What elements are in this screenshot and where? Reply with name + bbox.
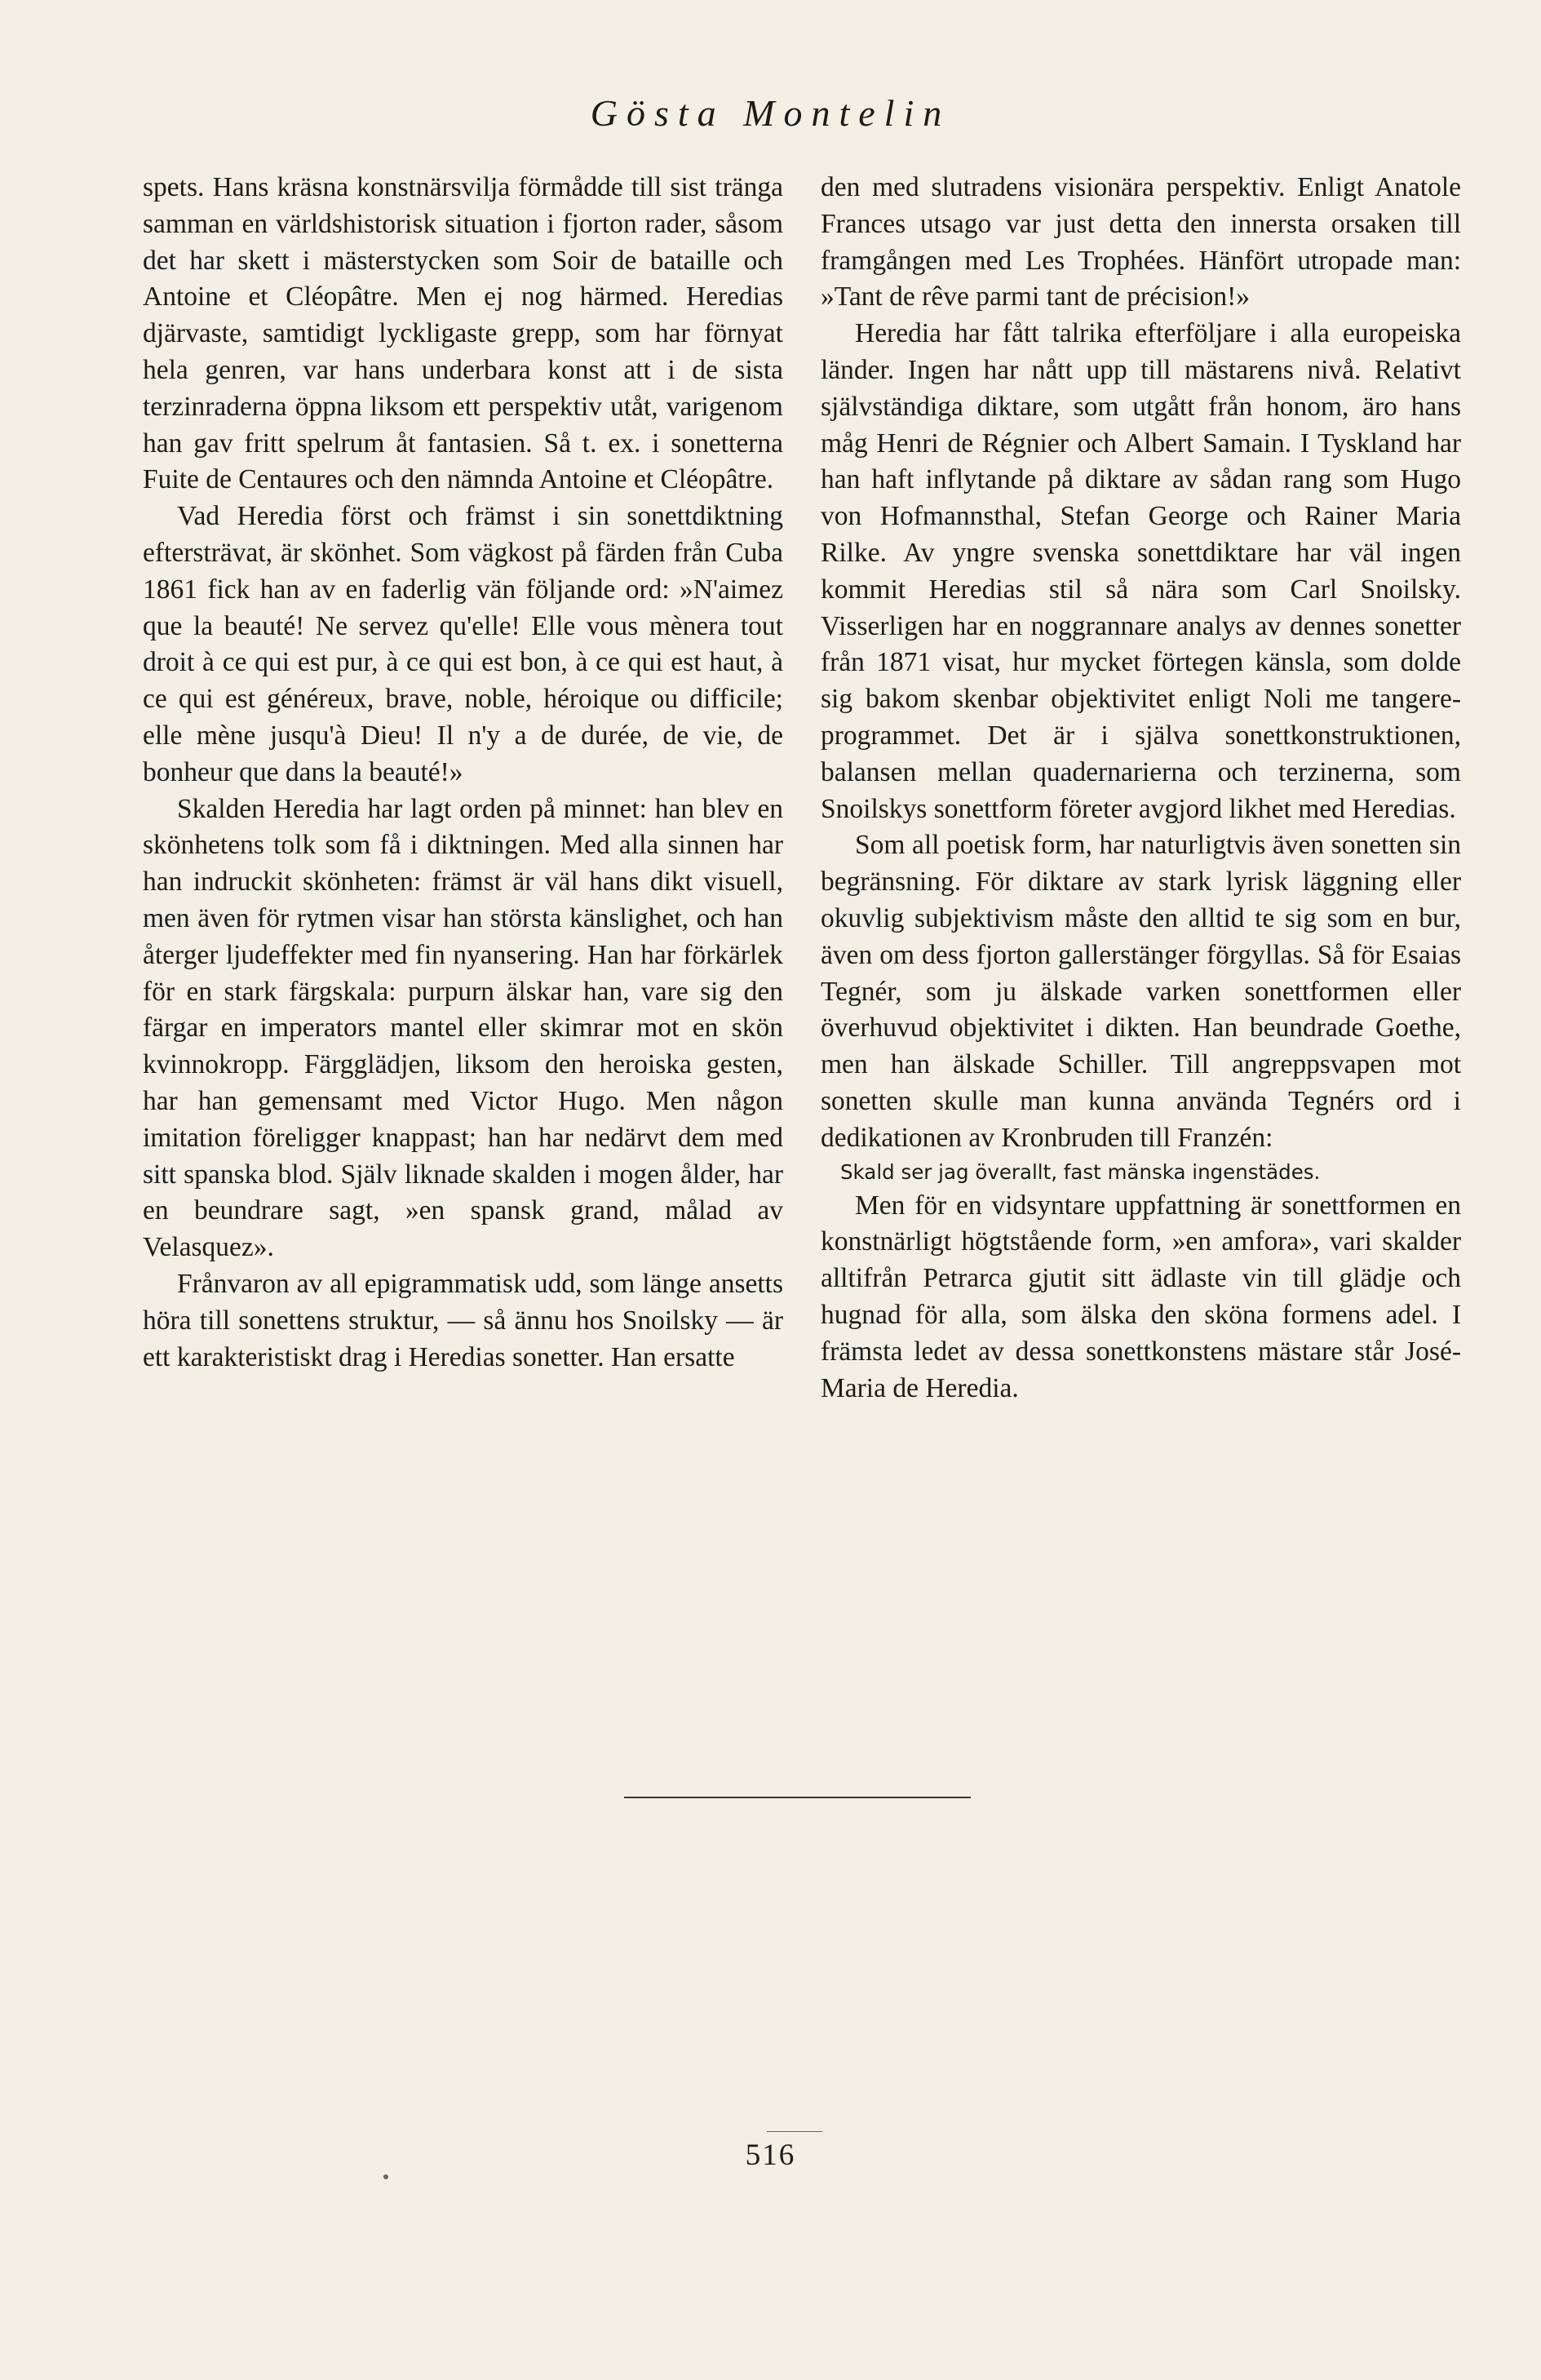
paragraph: den med slutradens visionära perspektiv. Enligt Anatole Frances utsago var just detta den innersta orsaken till framgången med Les Trophées. Hänfört utropade man: »Tant de rêve parmi tant de précision!» [821, 172, 1461, 312]
paragraph: Frånvaron av all epigrammatisk udd, som länge ansetts höra till sonettens struktur, — så ännu hos Snoilsky — är ett karakteristiskt drag i Heredias sonetter. Han ersatte [143, 1268, 783, 1372]
running-head: Gösta Montelin [590, 92, 951, 134]
paragraph: Heredia har fått talrika efterföljare i alla europeiska länder. Ingen har nått upp till mästarens nivå. Relativt självständiga diktare, som utgått från honom, äro hans måg Henri de Régnier och Albert Samain. I Tyskland har han haft inflytande på diktare av sådan rang som Hugo von Hofmannsthal, Stefan George och Rainer Maria Rilke. Av yngre svenska sonettdiktare har väl ingen kommit Heredias stil så nära som Carl Snoilsky. Visserligen har en noggrannare analys av dennes sonetter från 1871 visat, hur mycket förtegen känsla, som dolde sig bakom skenbar objektivitet enligt Noli me tangere-programmet. Det är i själva sonettkonstruktionen, balansen mellan quadernarierna och terzinerna, som Snoilskys sonettform företer avgjord likhet med Heredias. [821, 318, 1461, 824]
verse-quote: Skald ser jag överallt, fast mänska ingenstädes. [840, 1159, 1321, 1184]
paragraph: Skalden Heredia har lagt orden på minnet: han blev en skönhetens tolk som få i diktningen. Med alla sinnen har han indruckit skönheten: främst är väl hans dikt visuell, men även för rytmen visar han största känslighet, och han återger ljudeffekter med fin nyansering. Han har förkärlek för en stark färgskala: purpurn älskar han, vare sig den färgar en imperators mantel eller skimrar mot en skön kvinnokropp. Färgglädjen, liksom den heroiska gesten, har han gemensamt med Victor Hugo. Men någon imitation föreligger knappast; han har nedärvt dem med sitt spanska blod. Själv liknade skalden i mogen ålder, har en beundrare sagt, »en spansk grand, målad av Velasquez». [143, 793, 783, 1263]
left-column [143, 170, 783, 1376]
paragraph: Vad Heredia först och främst i sin sonettdiktning eftersträvat, är skönhet. Som vägkost på färden från Cuba 1861 fick han av en faderlig vän följande ord: »N'aimez que la beauté! Ne servez qu'elle! Elle vous mènera tout droit à ce qui est pur, à ce qui est bon, à ce qui est haut, à ce qui est généreux, brave, noble, héroique ou difficile; elle mène jusqu'à Dieu! Il n'y a de durée, de vie, de bonheur que dans la beauté!» [143, 501, 783, 787]
page-number: 516 [745, 2138, 796, 2172]
paragraph: Men för en vidsyntare uppfattning är sonettformen en konstnärligt högtstående form, »en amfora», vari skalder alltifrån Petrarca gjutit sitt ädlaste vin till glädje och hugnad för alla, som älska den sköna formens adel. I främsta ledet av dessa sonettkonstens mästare står José-Maria de Heredia. [821, 1190, 1461, 1403]
paragraph: Som all poetisk form, har naturligtvis även sonetten sin begränsning. För diktare av stark lyrisk läggning eller okuvlig subjektivism måste den alltid te sig som en bur, även om dess fjorton gallerstänger förgyllas. Så för Esaias Tegnér, som ju älskade varken sonettformen eller överhuvud objektivitet i dikten. Han beundrade Goethe, men han älskade Schiller. Till angreppsvapen mot sonetten skulle man kunna använda Tegnérs ord i dedikationen av Kronbruden till Franzén: [821, 830, 1461, 1153]
paragraph: spets. Hans kräsna konstnärsvilja förmådde till sist tränga samman en världshistorisk situation i fjorton rader, såsom det har skett i mästerstycken som Soir de bataille och Antoine et Cléopâtre. Men ej nog härmed. Heredias djärvaste, samtidigt lyckligaste grepp, som har förnyat hela genren, var hans underbara konst att i de sista terzinraderna öppna liksom ett perspektiv utåt, varigenom han gav fritt spelrum åt fantasien. Så t. ex. i sonetterna Fuite de Centaures och den nämnda Antoine et Cléopâtre. [143, 172, 783, 495]
paper-speck [383, 2174, 388, 2179]
end-rule [624, 1797, 971, 1798]
right-column [821, 170, 1461, 1407]
page-number-rule [767, 2131, 822, 2132]
